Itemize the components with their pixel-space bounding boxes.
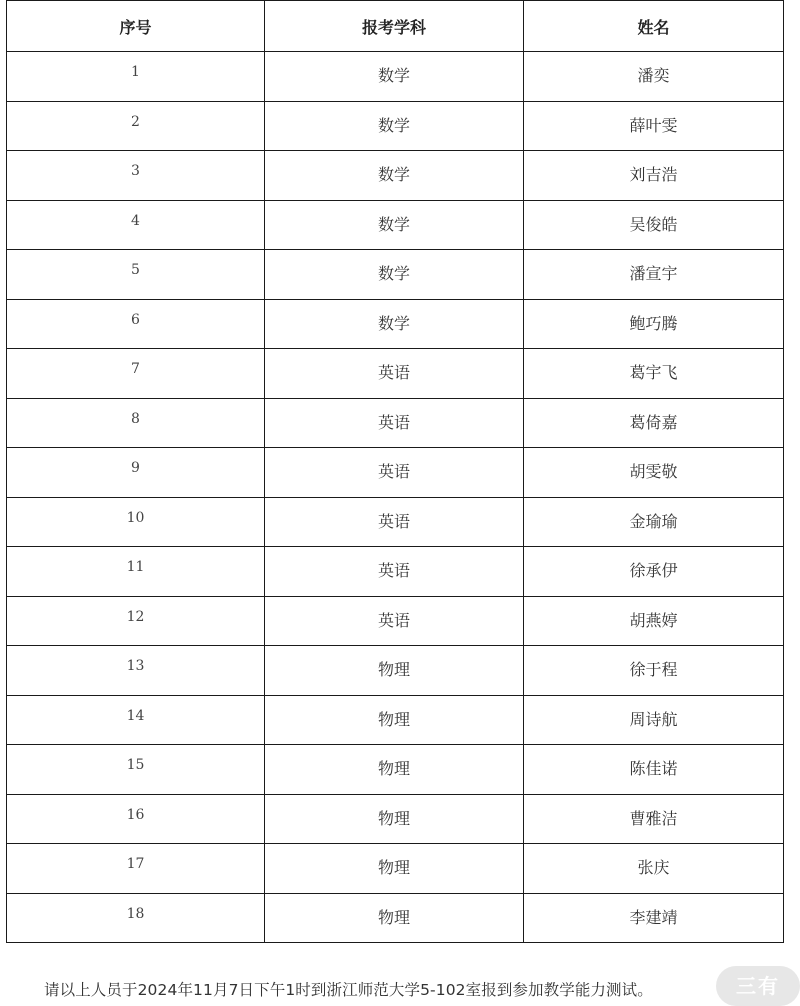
cell-seq: 17 [7,844,265,894]
table-row [7,547,784,597]
table-row [7,448,784,498]
cell-name: 张庆 [524,844,784,894]
table-row [7,151,784,201]
cell-seq: 2 [7,101,265,151]
cell-subject: 物理 [265,646,524,696]
cell-subject: 英语 [265,547,524,597]
cell-seq: 7 [7,349,265,399]
table-row [7,745,784,795]
cell-name: 潘宣宇 [524,250,784,300]
table-row [7,844,784,894]
cell-name: 金瑜瑜 [524,497,784,547]
table-row [7,596,784,646]
cell-subject: 英语 [265,398,524,448]
cell-seq: 1 [7,52,265,102]
cell-name: 徐于程 [524,646,784,696]
cell-seq: 3 [7,151,265,201]
candidate-table [6,0,784,943]
cell-subject: 数学 [265,299,524,349]
cell-subject: 英语 [265,497,524,547]
cell-name: 葛倚嘉 [524,398,784,448]
cell-seq: 10 [7,497,265,547]
table-row [7,200,784,250]
cell-name: 葛宇飞 [524,349,784,399]
cell-seq: 4 [7,200,265,250]
table-row [7,893,784,943]
cell-name: 李建靖 [524,893,784,943]
cell-seq: 12 [7,596,265,646]
table-row [7,646,784,696]
cell-name: 陈佳诺 [524,745,784,795]
table-row [7,101,784,151]
cell-name: 鲍巧腾 [524,299,784,349]
cell-subject: 物理 [265,893,524,943]
table-row [7,497,784,547]
cell-seq: 11 [7,547,265,597]
cell-seq: 8 [7,398,265,448]
header-name: 姓名 [524,1,784,52]
report-notice: 请以上人员于2024年11月7日下午1时到浙江师范大学5-102室报到参加教学能力测试。 [44,981,653,999]
table-row [7,695,784,745]
table-row [7,398,784,448]
cell-name: 刘吉浩 [524,151,784,201]
cell-subject: 物理 [265,695,524,745]
cell-name: 胡雯敬 [524,448,784,498]
header-subject: 报考学科 [265,1,524,52]
table-body [7,52,784,943]
cell-name: 吴俊皓 [524,200,784,250]
table-row [7,349,784,399]
cell-name: 胡燕婷 [524,596,784,646]
cell-subject: 数学 [265,101,524,151]
table-row [7,299,784,349]
cell-name: 周诗航 [524,695,784,745]
cell-seq: 14 [7,695,265,745]
table-row [7,794,784,844]
cell-seq: 6 [7,299,265,349]
cell-seq: 15 [7,745,265,795]
cell-name: 薛叶雯 [524,101,784,151]
cell-seq: 13 [7,646,265,696]
table-row [7,250,784,300]
cell-subject: 数学 [265,52,524,102]
table-header-row [7,1,784,52]
cell-name: 徐承伊 [524,547,784,597]
header-seq: 序号 [7,1,265,52]
cell-seq: 18 [7,893,265,943]
cell-name: 曹雅洁 [524,794,784,844]
cell-subject: 物理 [265,844,524,894]
cell-seq: 5 [7,250,265,300]
cell-subject: 数学 [265,250,524,300]
cell-subject: 英语 [265,596,524,646]
cell-subject: 物理 [265,745,524,795]
cell-subject: 数学 [265,151,524,201]
cell-subject: 物理 [265,794,524,844]
cell-name: 潘奕 [524,52,784,102]
table-row [7,52,784,102]
cell-seq: 9 [7,448,265,498]
cell-subject: 英语 [265,448,524,498]
cell-subject: 数学 [265,200,524,250]
cell-subject: 英语 [265,349,524,399]
cell-seq: 16 [7,794,265,844]
watermark-logo: 三有 [716,966,800,1006]
